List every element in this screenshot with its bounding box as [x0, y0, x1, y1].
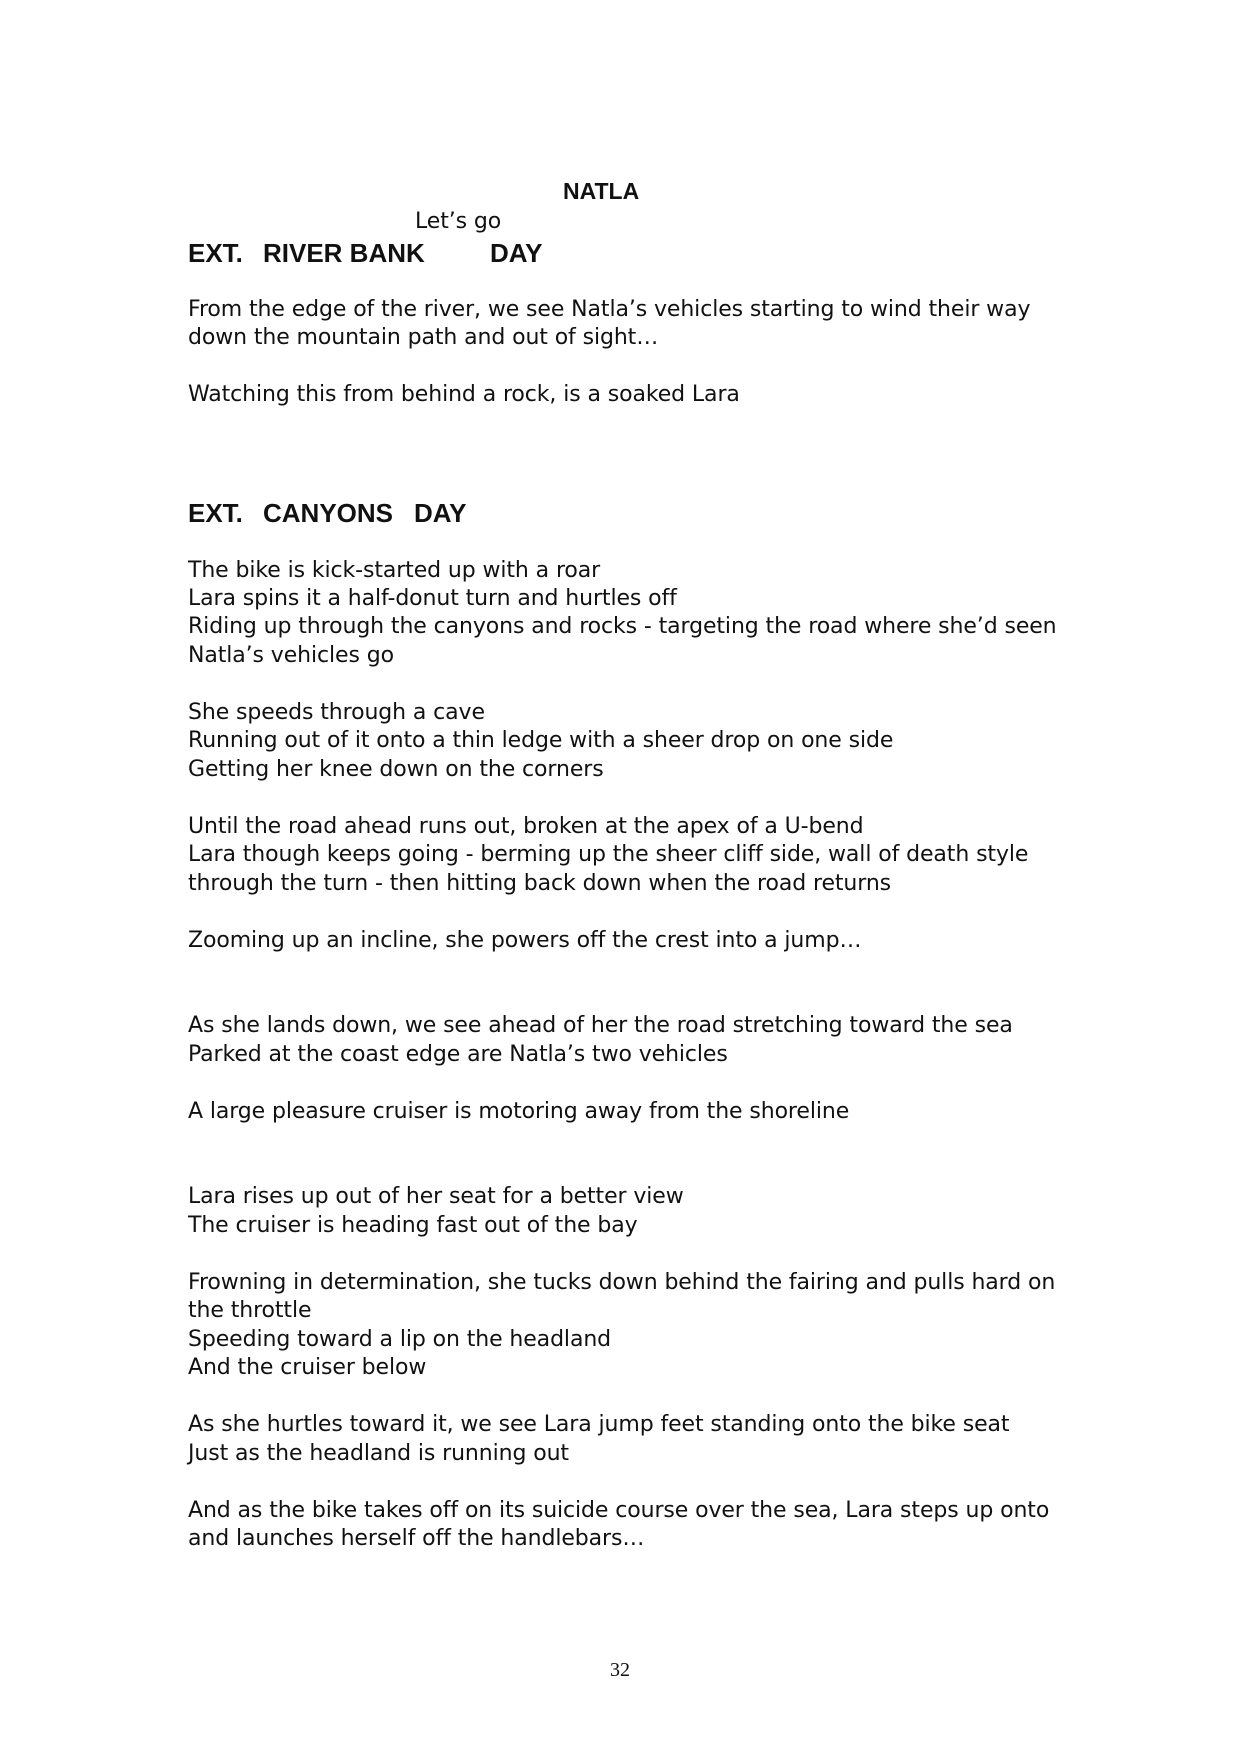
action-line: Getting her knee down on the corners	[188, 757, 604, 782]
action-line: Lara though keeps going - berming up the sheer cliff side, wall of death style	[188, 842, 1029, 867]
action-line: Parked at the coast edge are Natla’s two vehicles	[188, 1042, 728, 1067]
action-line: As she lands down, we see ahead of her the road stretching toward the sea	[188, 1013, 1013, 1038]
action-line: As she hurtles toward it, we see Lara jump feet standing onto the bike seat	[188, 1412, 1010, 1437]
action-line: Natla’s vehicles go	[188, 643, 394, 668]
scene-heading-canyons	[188, 498, 788, 532]
action-line: the throttle	[188, 1298, 312, 1323]
action-line: through the turn - then hitting back down when the road returns	[188, 871, 892, 896]
action-line: A large pleasure cruiser is motoring away from the shoreline	[188, 1099, 850, 1124]
action-line: Speeding toward a lip on the headland	[188, 1327, 612, 1352]
action-line: down the mountain path and out of sight…	[188, 325, 659, 350]
action-line: Frowning in determination, she tucks down behind the fairing and pulls hard on	[188, 1270, 1056, 1295]
action-line: The bike is kick-started up with a roar	[188, 558, 601, 583]
action-line: And as the bike takes off on its suicide course over the sea, Lara steps up onto	[188, 1498, 1050, 1523]
scene-location: CANYONS	[263, 498, 394, 528]
action-line: Zooming up an incline, she powers off the crest into a jump…	[188, 928, 862, 953]
action-line: Riding up through the canyons and rocks - targeting the road where she’d seen	[188, 614, 1057, 639]
scene-time: DAY	[490, 238, 543, 268]
action-line: And the cruiser below	[188, 1355, 427, 1380]
page-number: 32	[610, 1659, 630, 1681]
action-line: Until the road ahead runs out, broken at the apex of a U-bend	[188, 814, 864, 839]
action-line: The cruiser is heading fast out of the bay	[188, 1213, 638, 1238]
action-line: Watching this from behind a rock, is a soaked Lara	[188, 382, 740, 407]
character-name: NATLA	[563, 178, 640, 204]
action-line: Just as the headland is running out	[188, 1441, 569, 1466]
action-line: Lara rises up out of her seat for a better view	[188, 1184, 684, 1209]
scene-ext: EXT.	[188, 498, 243, 528]
scene-time: DAY	[414, 498, 467, 528]
dialogue-line: Let’s go	[415, 209, 502, 234]
scene-ext: EXT.	[188, 238, 243, 268]
scene-heading-river-bank	[188, 238, 788, 272]
action-line: Running out of it onto a thin ledge with a sheer drop on one side	[188, 728, 894, 753]
action-line: and launches herself off the handlebars…	[188, 1526, 645, 1551]
action-line: Lara spins it a half-donut turn and hurtles off	[188, 586, 677, 611]
scene-location: RIVER BANK	[263, 238, 425, 268]
action-line: From the edge of the river, we see Natla’s vehicles starting to wind their way	[188, 297, 1031, 322]
action-line: She speeds through a cave	[188, 700, 485, 725]
